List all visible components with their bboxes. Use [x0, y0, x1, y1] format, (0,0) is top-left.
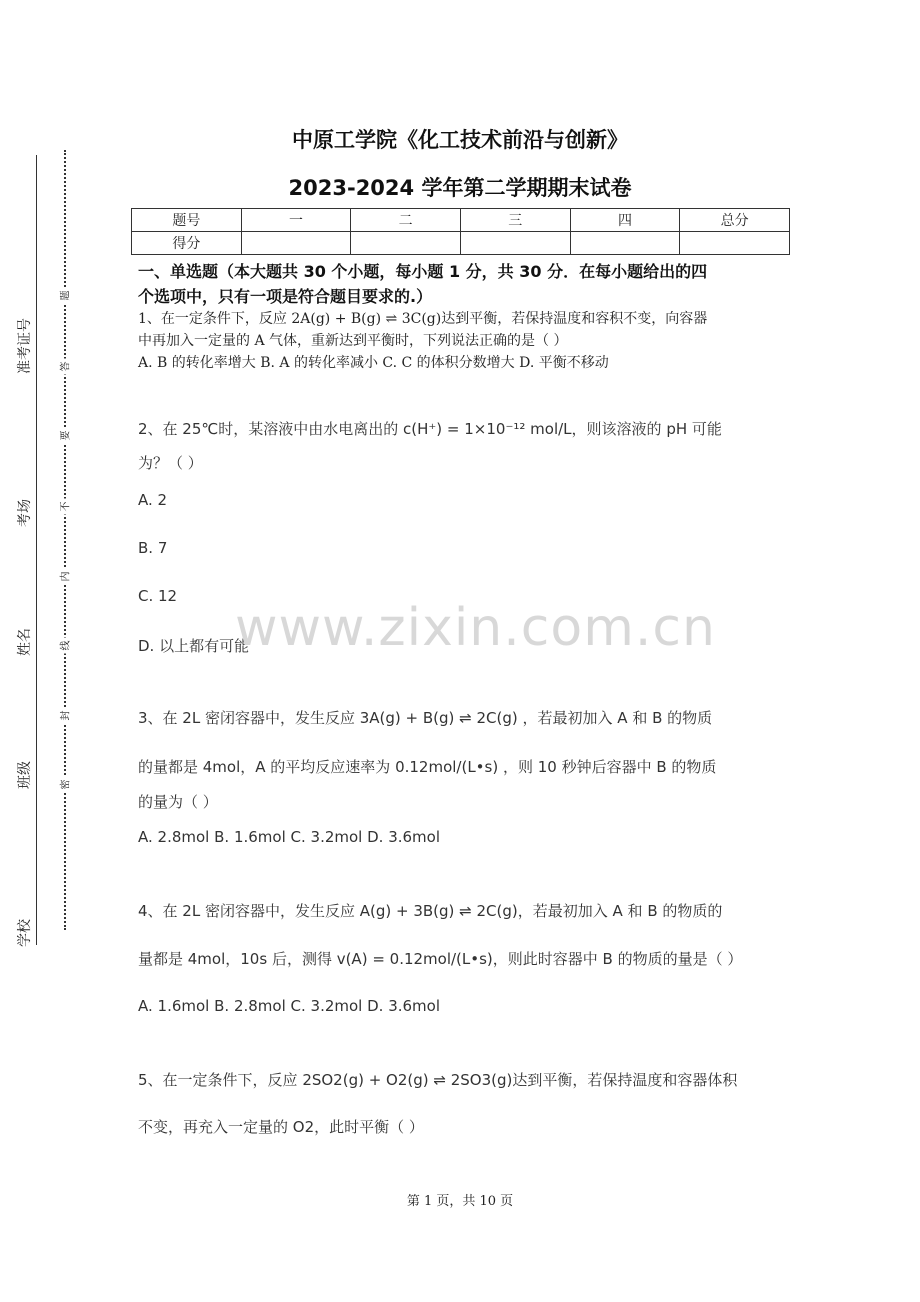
label-class: 班级 [17, 761, 33, 789]
question-4-line1: 4、在 2L 密闭容器中，发生反应 A(g) + 3B(g) ⇌ 2C(g)，若最初加入 A 和 B 的物质的 [138, 902, 723, 920]
label-exam-number: 准考证号 [17, 318, 33, 374]
question-5-line1: 5、在一定条件下，反应 2SO2(g) + O2(g) ⇌ 2SO3(g)达到平衡，若保持温度和容器体积 [138, 1071, 738, 1089]
question-options: A. B 的转化率增大 B. A 的转化率减小 C. C 的体积分数增大 D. 平衡不移动 [138, 355, 609, 371]
table-header-cell: 二 [351, 209, 461, 232]
question-3-line1: 3、在 2L 密闭容器中，发生反应 3A(g) + B(g) ⇌ 2C(g) ，若最初加入 A 和 B 的物质 [138, 709, 713, 727]
question-1 [138, 308, 788, 374]
label-name: 姓名 [17, 628, 33, 656]
question-2-line2: 为？（ ） [138, 454, 203, 472]
score-cell[interactable] [351, 232, 461, 255]
page-subtitle: 2023-2024 学年第二学期期末试卷 [288, 176, 632, 200]
table-header-cell: 三 [460, 209, 570, 232]
seal-dotted-line [64, 150, 66, 930]
binding-line [36, 155, 37, 945]
seal-word: 答 [57, 359, 72, 375]
score-table [131, 208, 790, 255]
seal-word: 要 [57, 428, 72, 444]
page-footer: 第 1 页，共 10 页 [406, 1194, 514, 1209]
section-heading-line: 个选项中，只有一项是符合题目要求的.） [138, 287, 433, 306]
page-title: 中原工学院《化工技术前沿与创新》 [292, 128, 628, 152]
option-a: A. 2 [138, 491, 168, 509]
score-cell[interactable] [241, 232, 351, 255]
seal-word: 内 [57, 569, 72, 585]
question-text: 中再加入一定量的 A 气体，重新达到平衡时，下列说法正确的是（ ） [138, 333, 568, 349]
score-cell[interactable] [570, 232, 680, 255]
section-heading-line: 一、单选题（本大题共 30 个小题，每小题 1 分，共 30 分．在每小题给出的四 [138, 262, 708, 281]
table-row-label: 得分 [132, 232, 242, 255]
seal-word: 题 [57, 288, 72, 304]
question-4-options: A. 1.6mol B. 2.8mol C. 3.2mol D. 3.6mol [138, 997, 441, 1015]
table-row [132, 209, 790, 232]
score-cell[interactable] [460, 232, 570, 255]
option-b: B. 7 [138, 539, 168, 557]
score-cell[interactable] [680, 232, 790, 255]
question-text: 1、在一定条件下，反应 2A(g) + B(g) ⇌ 3C(g)达到平衡，若保持温度和容积不变，向容器 [138, 311, 708, 327]
seal-word: 线 [57, 638, 72, 654]
watermark: www.zixin.com.cn [235, 598, 716, 658]
question-2-line1: 2、在 25℃时，某溶液中由水电离出的 c(H⁺) = 1×10⁻¹² mol/L，则该溶液的 pH 可能 [138, 420, 722, 438]
seal-word: 封 [57, 708, 72, 724]
question-3-line3: 的量为（ ） [138, 793, 218, 811]
table-header-cell: 题号 [132, 209, 242, 232]
option-d: D. 以上都有可能 [138, 637, 250, 655]
section-heading [138, 259, 788, 309]
seal-word: 不 [57, 499, 72, 515]
question-5-line2: 不变，再充入一定量的 O2，此时平衡（ ） [138, 1118, 424, 1136]
label-school: 学校 [17, 919, 33, 947]
table-row [132, 232, 790, 255]
option-c: C. 12 [138, 587, 178, 605]
table-header-cell: 总分 [680, 209, 790, 232]
seal-word: 密 [57, 777, 72, 793]
question-3-line2: 的量都是 4mol，A 的平均反应速率为 0.12mol/(L•s) ，则 10 秒钟后容器中 B 的物质 [138, 758, 717, 776]
question-3-options: A. 2.8mol B. 1.6mol C. 3.2mol D. 3.6mol [138, 828, 441, 846]
question-4-line2: 量都是 4mol，10s 后，测得 v(A) = 0.12mol/(L•s)，则此时容器中 B 的物质的量是（ ） [138, 950, 743, 968]
table-header-cell: 四 [570, 209, 680, 232]
table-header-cell: 一 [241, 209, 351, 232]
label-exam-room: 考场 [17, 499, 33, 527]
